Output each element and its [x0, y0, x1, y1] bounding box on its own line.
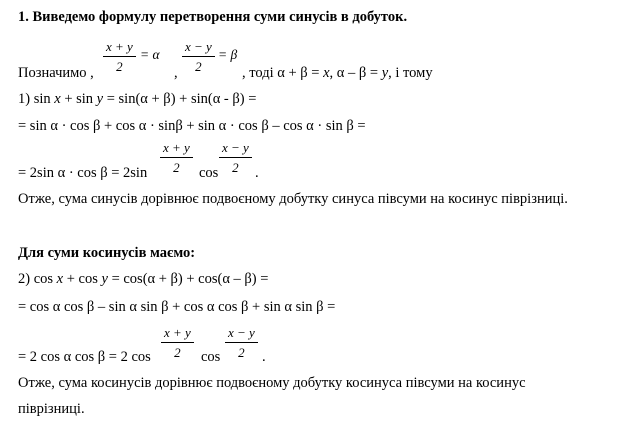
- end-dot: .: [262, 349, 266, 365]
- fraction-half-sum: [160, 140, 193, 176]
- cos-line-1: [18, 270, 268, 288]
- fraction-denominator: 2: [195, 59, 202, 74]
- sin-line-3-lead: = 2sin α · cos β = 2sin: [18, 165, 148, 181]
- end-dot: .: [255, 165, 259, 181]
- equals-alpha: = α: [140, 47, 160, 62]
- fraction-numerator: x − y: [222, 140, 249, 155]
- cos-line-3-lead: = 2 cos α cos β = 2 cos: [18, 349, 151, 365]
- sin-line-1: [18, 90, 256, 108]
- fraction-numerator: x − y: [228, 325, 255, 340]
- cos-line-1-post: = cos(α + β) + cos(α – β) =: [107, 271, 269, 287]
- fraction-bar: [103, 56, 136, 57]
- fraction-numerator: x + y: [164, 325, 191, 340]
- var-x: x: [56, 271, 64, 287]
- fraction-denominator: 2: [238, 345, 245, 360]
- fraction-half-diff-beta: [182, 39, 215, 75]
- fraction-numerator: x − y: [185, 39, 212, 54]
- designate-separator: ,: [174, 65, 178, 81]
- var-y: y: [101, 271, 108, 287]
- designate-tail-b: , α – β =: [329, 65, 382, 81]
- sin-line-1-pre: 1) sin: [18, 91, 55, 107]
- fraction-denominator: 2: [173, 160, 180, 175]
- heading-cos-sum: Для суми косинусів маємо:: [18, 245, 196, 261]
- cos-line-1-pre: 2) cos: [18, 271, 57, 287]
- cos-conclusion-line-1: Отже, сума косинусів дорівнює подвоєному добутку косинуса півсуми на косинус: [18, 375, 526, 391]
- fraction-numerator: x + y: [163, 140, 190, 155]
- cos-line-2: = cos α cos β – sin α sin β + cos α cos β + sin α sin β =: [18, 299, 336, 315]
- sin-conclusion: Отже, сума синусів дорівнює подвоєному добутку синуса півсуми на косинус піврізниці.: [18, 191, 568, 207]
- var-y: y: [96, 91, 104, 107]
- fraction-half-sum-alpha: [103, 39, 136, 75]
- sin-line-1-post: = sin(α + β) + sin(α - β) =: [103, 91, 257, 107]
- var-x: x: [54, 91, 61, 107]
- sin-line-1-mid: + sin: [60, 91, 97, 107]
- designate-tail-c: , і тому: [388, 65, 433, 81]
- fraction-half-diff: [219, 140, 252, 176]
- fraction-bar: [161, 342, 194, 343]
- designate-tail-a: , тоді α + β =: [242, 65, 324, 81]
- heading-sin-sum: 1. Виведемо формулу перетворення суми синусів в добуток.: [18, 9, 408, 25]
- fraction-bar: [160, 157, 193, 158]
- var-x: x: [323, 65, 330, 81]
- equals-beta: = β: [218, 47, 238, 62]
- fraction-denominator: 2: [232, 160, 239, 175]
- cos-line-1-mid: + cos: [63, 271, 102, 287]
- cos-word: cos: [199, 165, 219, 181]
- var-y: y: [381, 65, 389, 81]
- fraction-numerator: x + y: [106, 39, 133, 54]
- fraction-bar: [219, 157, 252, 158]
- designate-tail: [242, 64, 433, 82]
- cos-word: cos: [201, 349, 221, 365]
- fraction-denominator: 2: [174, 345, 181, 360]
- fraction-half-diff: [225, 325, 258, 361]
- fraction-half-sum: [161, 325, 194, 361]
- sin-line-2: = sin α · cos β + cos α · sinβ + sin α · cos β – cos α · sin β =: [18, 118, 366, 134]
- fraction-bar: [182, 56, 215, 57]
- cos-conclusion-line-2: піврізниці.: [18, 401, 85, 417]
- designate-lead: Позначимо ,: [18, 65, 94, 81]
- fraction-bar: [225, 342, 258, 343]
- fraction-denominator: 2: [116, 59, 123, 74]
